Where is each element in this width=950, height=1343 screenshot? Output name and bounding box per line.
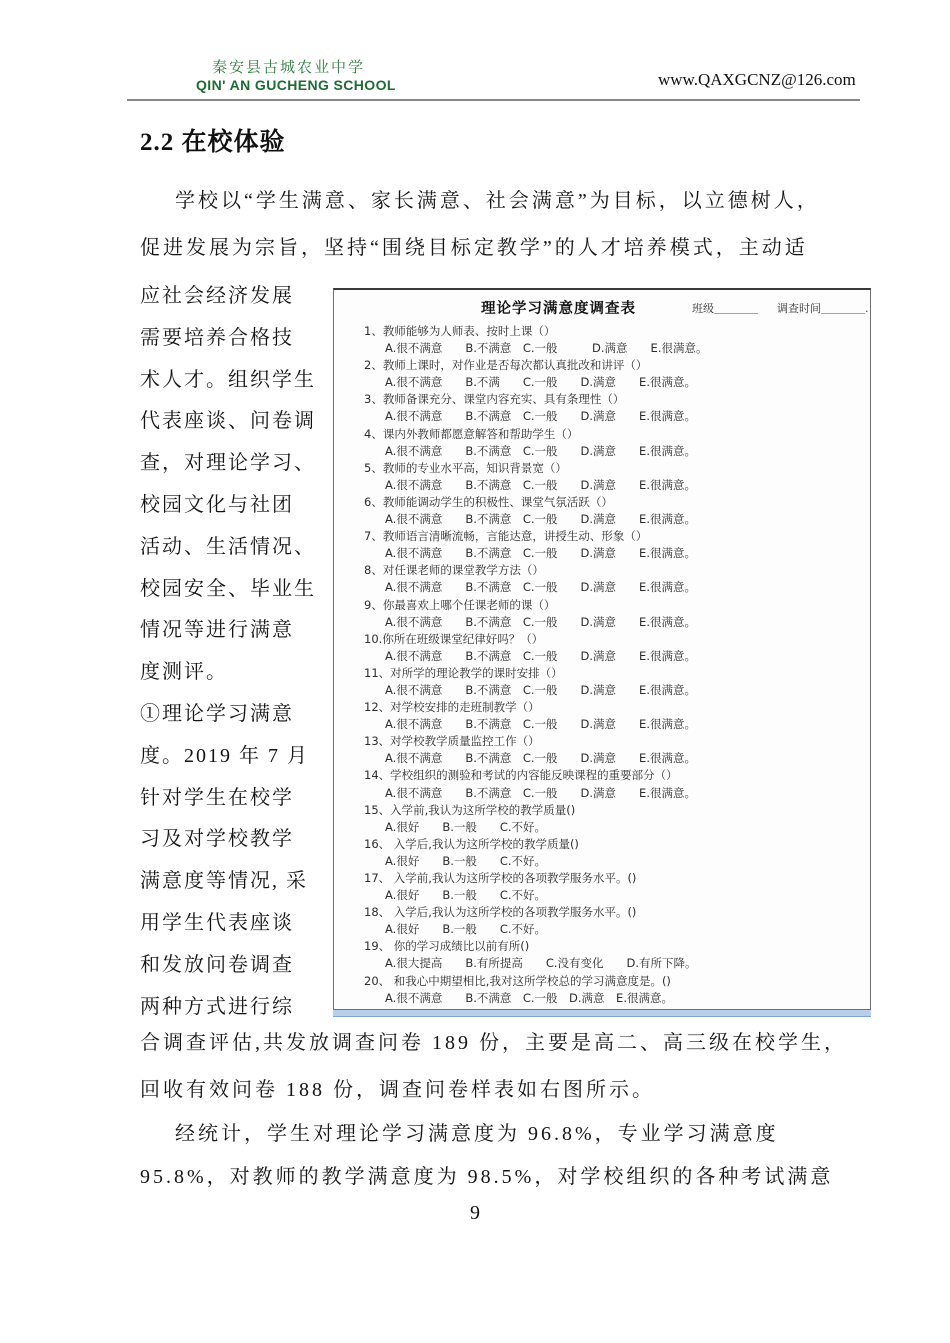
left-text-column <box>140 276 336 1028</box>
survey-question-options: A.很不满意 B.不满意 C.一般 D.满意 E.很满意。 <box>385 648 696 663</box>
left-column-line: 校园安全、毕业生 <box>140 577 316 600</box>
survey-question-text: 7、教师语言清晰流畅，言能达意，讲授生动、形象（） <box>364 529 648 544</box>
school-name-english: QIN' AN GUCHENG SCHOOL <box>196 77 396 93</box>
header-divider <box>127 99 860 101</box>
left-column-line: 度测评。 <box>140 661 228 684</box>
survey-form-image <box>333 288 871 1010</box>
body-line-1: 合调查评估,共发放调查问卷 189 份，主要是高二、高三级在校学生， <box>140 1032 847 1054</box>
left-column-line: ①理论学习满意 <box>140 702 294 725</box>
left-column-line: 代表座谈、问卷调 <box>140 410 316 433</box>
survey-question-text: 11、对所学的理论教学的课时安排（） <box>364 665 563 680</box>
survey-question-options: A.很不满意 B.不满意 C.一般 D.满意 E.很满意。 <box>385 546 696 561</box>
survey-question-options: A.很不满意 B.不满意 C.一般 D.满意 E.很满意。 <box>385 477 696 492</box>
survey-question-text: 1、教师能够为人师表、按时上课（） <box>364 324 556 338</box>
left-column-line: 两种方式进行综 <box>140 995 294 1018</box>
section-title: 2.2 在校体验 <box>140 129 286 156</box>
survey-question-text: 12、对学校安排的走班制教学（） <box>364 700 540 715</box>
survey-title: 理论学习满意度调查表 <box>481 301 636 317</box>
body-line-2: 回收有效问卷 188 份，调查问卷样表如右图所示。 <box>140 1079 655 1101</box>
survey-question-options: A.很不满意 B.不满意 C.一般 D.满意 E.很满意。 <box>385 751 696 766</box>
left-column-line: 应社会经济发展 <box>140 285 294 307</box>
survey-question-options: A.很不满意 B.不满意 C.一般 D.满意 E.很满意。 <box>385 580 696 595</box>
survey-question-text: 5、教师的专业水平高，知识背景宽（） <box>364 460 567 475</box>
survey-question-options: A.很好 B.一般 C.不好。 <box>385 819 547 834</box>
left-column-line: 需要培养合格技 <box>140 326 294 349</box>
survey-question-text: 10.你所在班级课堂纪律好吗？（） <box>364 631 544 646</box>
body-line-3: 经统计，学生对理论学习满意度为 96.8%，专业学习满意度 <box>175 1123 779 1145</box>
survey-question-options: A.很不满意 B.不满意 C.一般 D.满意 E.很满意。 <box>385 443 696 458</box>
survey-question-text: 14、学校组织的测验和考试的内容能反映课程的重要部分（） <box>364 768 678 783</box>
survey-question-text: 15、入学前,我认为这所学校的教学质量() <box>364 802 576 817</box>
survey-question-options: A.很不满意 B.不满意 C.一般 D.满意 E.很满意。 <box>385 341 708 356</box>
survey-question-text: 3、教师备课充分、课堂内容充实、具有条理性（） <box>364 392 625 407</box>
left-column-line: 满意度等情况, 采 <box>140 870 308 893</box>
left-column-line: 情况等进行满意 <box>140 619 294 642</box>
survey-class-blank-field: 班级＿＿＿＿ <box>692 302 758 315</box>
survey-question-text: 16、 入学后,我认为这所学校的教学质量() <box>364 836 579 851</box>
left-column-line: 查，对理论学习、 <box>140 452 316 475</box>
left-column-line: 度。2019 年 7 月 <box>140 744 309 767</box>
survey-image-bottom-strip <box>333 1010 871 1017</box>
survey-question-text: 17、 入学前,我认为这所学校的各项教学服务水平。() <box>364 871 637 885</box>
survey-question-text: 9、你最喜欢上哪个任课老师的课（） <box>364 597 556 612</box>
left-column-line: 和发放问卷调查 <box>140 953 294 976</box>
survey-question-options: A.很不满意 B.不满意 C.一般 D.满意 E.很满意。 <box>385 990 673 1005</box>
page-number: 9 <box>470 1202 480 1224</box>
survey-question-options: A.很大提高 B.有所提高 C.没有变化 D.有所下降。 <box>385 956 697 971</box>
left-column-line: 用学生代表座谈 <box>140 911 294 934</box>
left-column-line: 习及对学校教学 <box>140 828 294 851</box>
survey-question-options: A.很不满意 B.不满意 C.一般 D.满意 E.很满意。 <box>385 409 696 424</box>
left-column-line: 术人才。组织学生 <box>140 368 316 391</box>
survey-question-options: A.很不满意 B.不满 C.一般 D.满意 E.很满意。 <box>385 375 696 390</box>
left-column-line: 活动、生活情况、 <box>140 535 316 558</box>
survey-question-options: A.很不满意 B.不满意 C.一般 D.满意 E.很满意。 <box>385 682 696 697</box>
survey-question-text: 8、对任课老师的课堂教学方法（） <box>364 563 544 578</box>
survey-question-options: A.很好 B.一般 C.不好。 <box>385 853 547 868</box>
survey-question-text: 20、 和我心中期望相比,我对这所学校总的学习满意度是。() <box>364 973 671 988</box>
survey-question-options: A.很不满意 B.不满意 C.一般 D.满意 E.很满意。 <box>385 785 696 800</box>
survey-question-text: 4、课内外教师都愿意解答和帮助学生（） <box>364 426 579 441</box>
left-column-line: 校园文化与社团 <box>140 493 294 516</box>
body-line-4: 95.8%，对教师的教学满意度为 98.5%，对学校组织的各种考试满意 <box>140 1166 834 1188</box>
survey-question-text: 19、 你的学习成绩比以前有所() <box>364 939 530 954</box>
survey-question-text: 2、教师上课时，对作业是否每次都认真批改和讲评（） <box>364 358 648 373</box>
survey-question-options: A.很好 B.一般 C.不好。 <box>385 922 547 937</box>
school-name-chinese: 秦安县古城农业中学 <box>212 60 366 76</box>
survey-header-row <box>334 297 870 323</box>
intro-line-1: 学校以“学生满意、家长满意、社会满意”为目标，以立德树人， <box>175 190 820 212</box>
survey-question-text: 6、教师能调动学生的积极性、课堂气氛活跃（） <box>364 494 613 509</box>
survey-question-list <box>334 323 870 1007</box>
survey-time-blank-field: 调查时间＿＿＿＿. <box>777 302 869 315</box>
intro-line-2: 促进发展为宗旨，坚持“围绕目标定教学”的人才培养模式，主动适 <box>140 237 808 259</box>
survey-question-options: A.很好 B.一般 C.不好。 <box>385 888 547 903</box>
survey-question-text: 18、 入学后,我认为这所学校的各项教学服务水平。() <box>364 905 637 920</box>
survey-question-options: A.很不满意 B.不满意 C.一般 D.满意 E.很满意。 <box>385 614 696 629</box>
school-email: www.QAXGCNZ@126.com <box>658 70 856 89</box>
left-column-line: 针对学生在校学 <box>140 786 294 809</box>
survey-question-text: 13、对学校教学质量监控工作（） <box>364 734 540 749</box>
survey-question-options: A.很不满意 B.不满意 C.一般 D.满意 E.很满意。 <box>385 512 696 527</box>
survey-question-options: A.很不满意 B.不满意 C.一般 D.满意 E.很满意。 <box>385 717 696 732</box>
